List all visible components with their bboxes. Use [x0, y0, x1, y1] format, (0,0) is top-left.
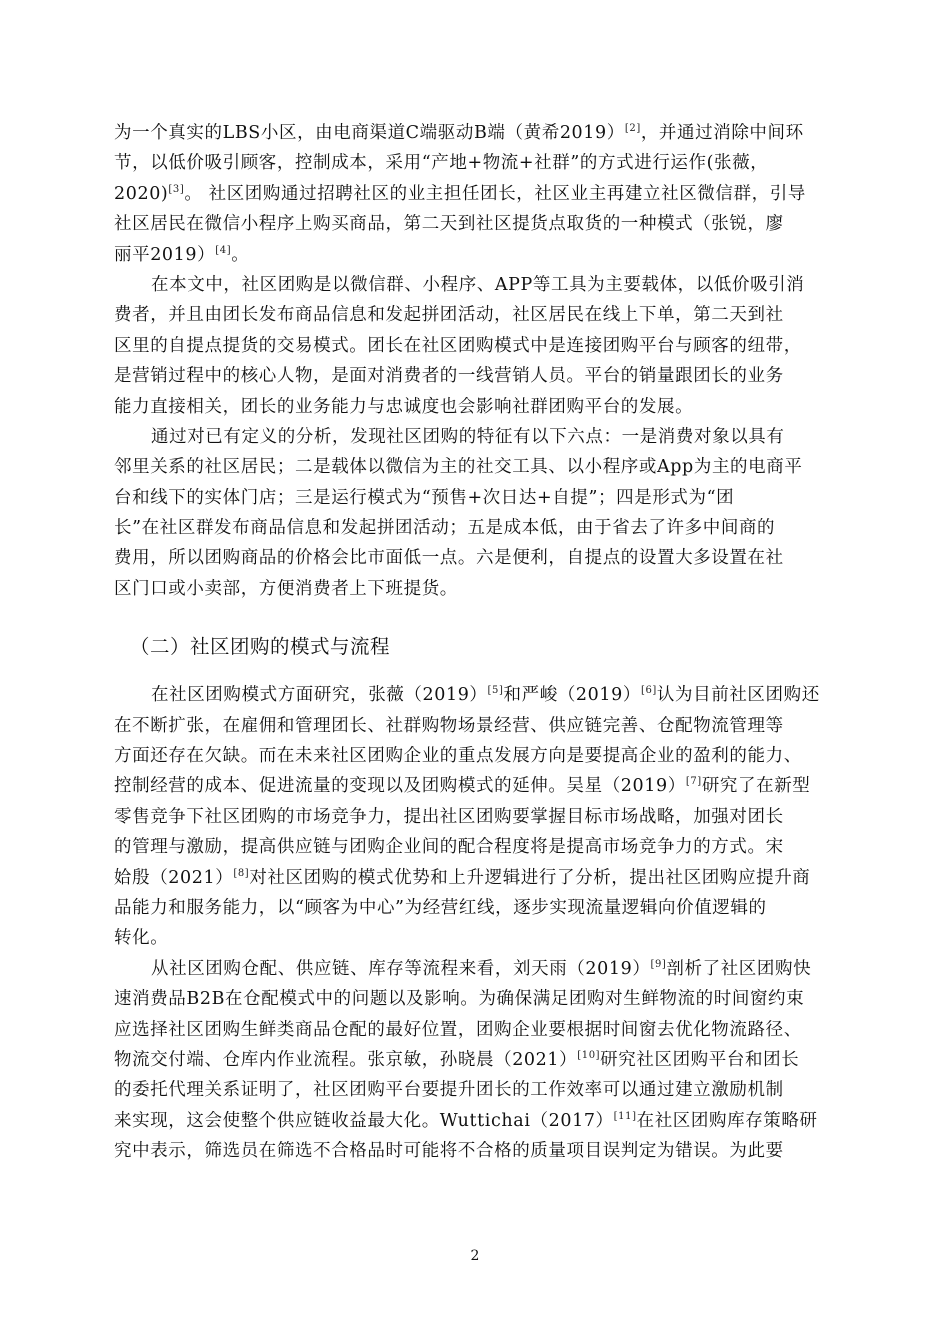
page-number: 2 — [470, 1248, 480, 1264]
text-run: 零售竞争下社区团购的市场竞争力，提出社区团购要掌握目标市场战略，加强对团长 — [114, 806, 784, 827]
text-line — [114, 984, 840, 1014]
text-run: 费者，并且由团长发布商品信息和发起拼团活动，社区居民在线上下单，第二天到社 — [114, 305, 784, 326]
text-run: 2020) — [114, 183, 169, 204]
text-run: 在本文中，社区团购是以微信群、小程序、APP等工具为主要载体，以低价吸引消 — [151, 274, 805, 295]
text-line — [114, 1015, 840, 1045]
citation-marker: [3] — [168, 183, 185, 195]
text-line — [114, 361, 840, 391]
text-line — [114, 711, 840, 741]
text-line — [114, 543, 840, 573]
text-line — [114, 179, 840, 209]
text-run: 节，以低价吸引顾客，控制成本，采用“产地+物流+社群”的方式进行运作(张薇， — [114, 153, 769, 174]
paragraph-p-features — [114, 422, 840, 604]
citation-marker: [4] — [215, 244, 232, 256]
text-run: 长”在社区群发布商品信息和发起拼团活动；五是成本低，由于省去了许多中间商的 — [114, 518, 776, 539]
text-run: 研究社区团购平台和团长 — [600, 1049, 800, 1070]
text-run: 转化。 — [114, 928, 169, 949]
text-line — [114, 923, 840, 953]
text-line — [114, 1075, 840, 1105]
citation-marker: [8] — [233, 867, 250, 879]
text-line — [114, 863, 840, 893]
text-run: 在不断扩张，在雇佣和管理团长、社群购物场景经营、供应链完善、仓配物流管理等 — [114, 715, 784, 736]
paragraph-p-this-paper — [114, 270, 840, 422]
text-run: 为一个真实的LBS小区，由电商渠道C端驱动B端（黄希2019） — [114, 123, 625, 143]
text-run: 。 社区团购通过招聘社区的业主担任团长，社区业主再建立社区微信群，引导 — [184, 183, 806, 204]
text-line — [114, 802, 840, 832]
text-line — [114, 392, 840, 422]
spacer — [114, 604, 840, 632]
text-line — [114, 300, 840, 330]
text-run: 台和线下的实体门店；三是运行模式为“预售+次日达+自提”；四是形式为“团 — [114, 487, 735, 508]
text-run: 的委托代理关系证明了，社区团购平台要提升团长的工作效率可以通过建立激励机制 — [114, 1080, 784, 1101]
citation-marker: [5] — [487, 685, 504, 697]
text-run: 控制经营的成本、促进流量的变现以及团购模式的延伸。吴星（2019） — [114, 776, 686, 797]
text-run: 区里的自提点提货的交易模式。团长在社区团购模式中是连接团购平台与顾客的纽带， — [114, 335, 802, 356]
text-line — [114, 954, 840, 984]
text-run: 。 — [231, 244, 250, 265]
paragraph-p-process-research — [114, 954, 840, 1167]
text-line — [114, 270, 840, 300]
text-run: 社区居民在微信小程序上购买商品，第二天到社区提货点取货的一种模式（张锐，廖 — [114, 214, 784, 235]
text-run: 区门口或小卖部，方便消费者上下班提货。 — [114, 578, 458, 599]
text-line — [114, 209, 840, 239]
text-run: 研究了在新型 — [701, 776, 811, 797]
text-run: 在社区团购库存策略研 — [636, 1110, 818, 1131]
paragraph-group-bottom — [114, 680, 840, 1166]
text-line — [114, 331, 840, 361]
text-run: 对社区团购的模式优势和上升逻辑进行了分析，提出社区团购应提升商 — [249, 867, 811, 888]
text-line — [114, 483, 840, 513]
text-run: 来实现，这会使整个供应链收益最大化。Wuttichai（2017） — [114, 1110, 614, 1131]
text-run: 究中表示，筛选员在筛选不合格品时可能将不合格的质量项目误判定为错误。为此要 — [114, 1141, 784, 1162]
text-line — [114, 422, 840, 452]
text-run: 方面还存在欠缺。而在未来社区团购企业的重点发展方向是要提高企业的盈利的能力、 — [114, 746, 802, 767]
page-body — [114, 118, 840, 1167]
text-run: 姶殷（2021） — [114, 867, 234, 888]
citation-marker: [6] — [640, 685, 657, 697]
text-line — [114, 148, 840, 178]
citation-marker: [9] — [650, 958, 667, 970]
text-run: 丽平2019） — [114, 244, 216, 265]
text-run: 是营销过程中的核心人物，是面对消费者的一线营销人员。平台的销量跟团长的业务 — [114, 366, 784, 387]
text-run: 速消费品B2B在仓配模式中的问题以及影响。为确保满足团购对生鲜物流的时间窗约束 — [114, 989, 805, 1010]
text-run: ，并通过消除中间环 — [640, 123, 804, 143]
paragraph-p-mode-research — [114, 680, 840, 954]
paragraph-group-top — [114, 118, 840, 604]
text-run: 剖析了社区团购快 — [666, 958, 812, 979]
text-run: 邻里关系的社区居民；二是载体以微信为主的社交工具、以小程序或App为主的电商平 — [114, 457, 803, 478]
text-line — [114, 118, 840, 148]
text-line — [114, 832, 840, 862]
text-run: 能力直接相关，团长的业务能力与忠诚度也会影响社群团购平台的发展。 — [114, 396, 694, 417]
paragraph-p-definitions-cont — [114, 118, 840, 270]
text-run: 从社区团购仓配、供应链、库存等流程来看，刘天雨（2019） — [151, 958, 651, 979]
text-line — [114, 1045, 840, 1075]
text-line — [114, 1136, 840, 1166]
citation-marker: [7] — [685, 776, 702, 788]
text-line — [114, 741, 840, 771]
text-line — [114, 771, 840, 801]
text-line — [114, 240, 840, 270]
text-run: 品能力和服务能力，以“顾客为中心”为经营红线，逐步实现流量逻辑向价值逻辑的 — [114, 897, 767, 918]
text-line — [114, 452, 840, 482]
text-run: 通过对已有定义的分析，发现社区团购的特征有以下六点：一是消费对象以具有 — [151, 426, 785, 447]
text-line — [114, 680, 840, 710]
text-run: 应选择社区团购生鲜类商品仓配的最好位置，团购企业要根据时间窗去优化物流路径、 — [114, 1019, 802, 1040]
text-line — [114, 1106, 840, 1136]
text-run: 的管理与激励，提高供应链与团购企业间的配合程度将是提高市场竞争力的方式。宋 — [114, 837, 784, 858]
text-line — [114, 574, 840, 604]
text-run: 和严峻（2019） — [503, 685, 641, 706]
text-run: 费用，所以团购商品的价格会比市面低一点。六是便利，自提点的设置大多设置在社 — [114, 548, 784, 569]
text-run: 认为目前社区团购还 — [656, 685, 820, 706]
citation-marker: [11] — [613, 1110, 637, 1122]
text-run: 物流交付端、仓库内作业流程。张京敏，孙晓晨（2021） — [114, 1049, 578, 1070]
section-heading: （二）社区团购的模式与流程 — [130, 635, 391, 659]
citation-marker: [2] — [624, 123, 641, 134]
text-line — [114, 513, 840, 543]
text-run: 在社区团购模式方面研究，张薇（2019） — [151, 685, 488, 706]
citation-marker: [10] — [577, 1049, 601, 1061]
text-line — [114, 893, 840, 923]
spacer — [114, 662, 840, 680]
